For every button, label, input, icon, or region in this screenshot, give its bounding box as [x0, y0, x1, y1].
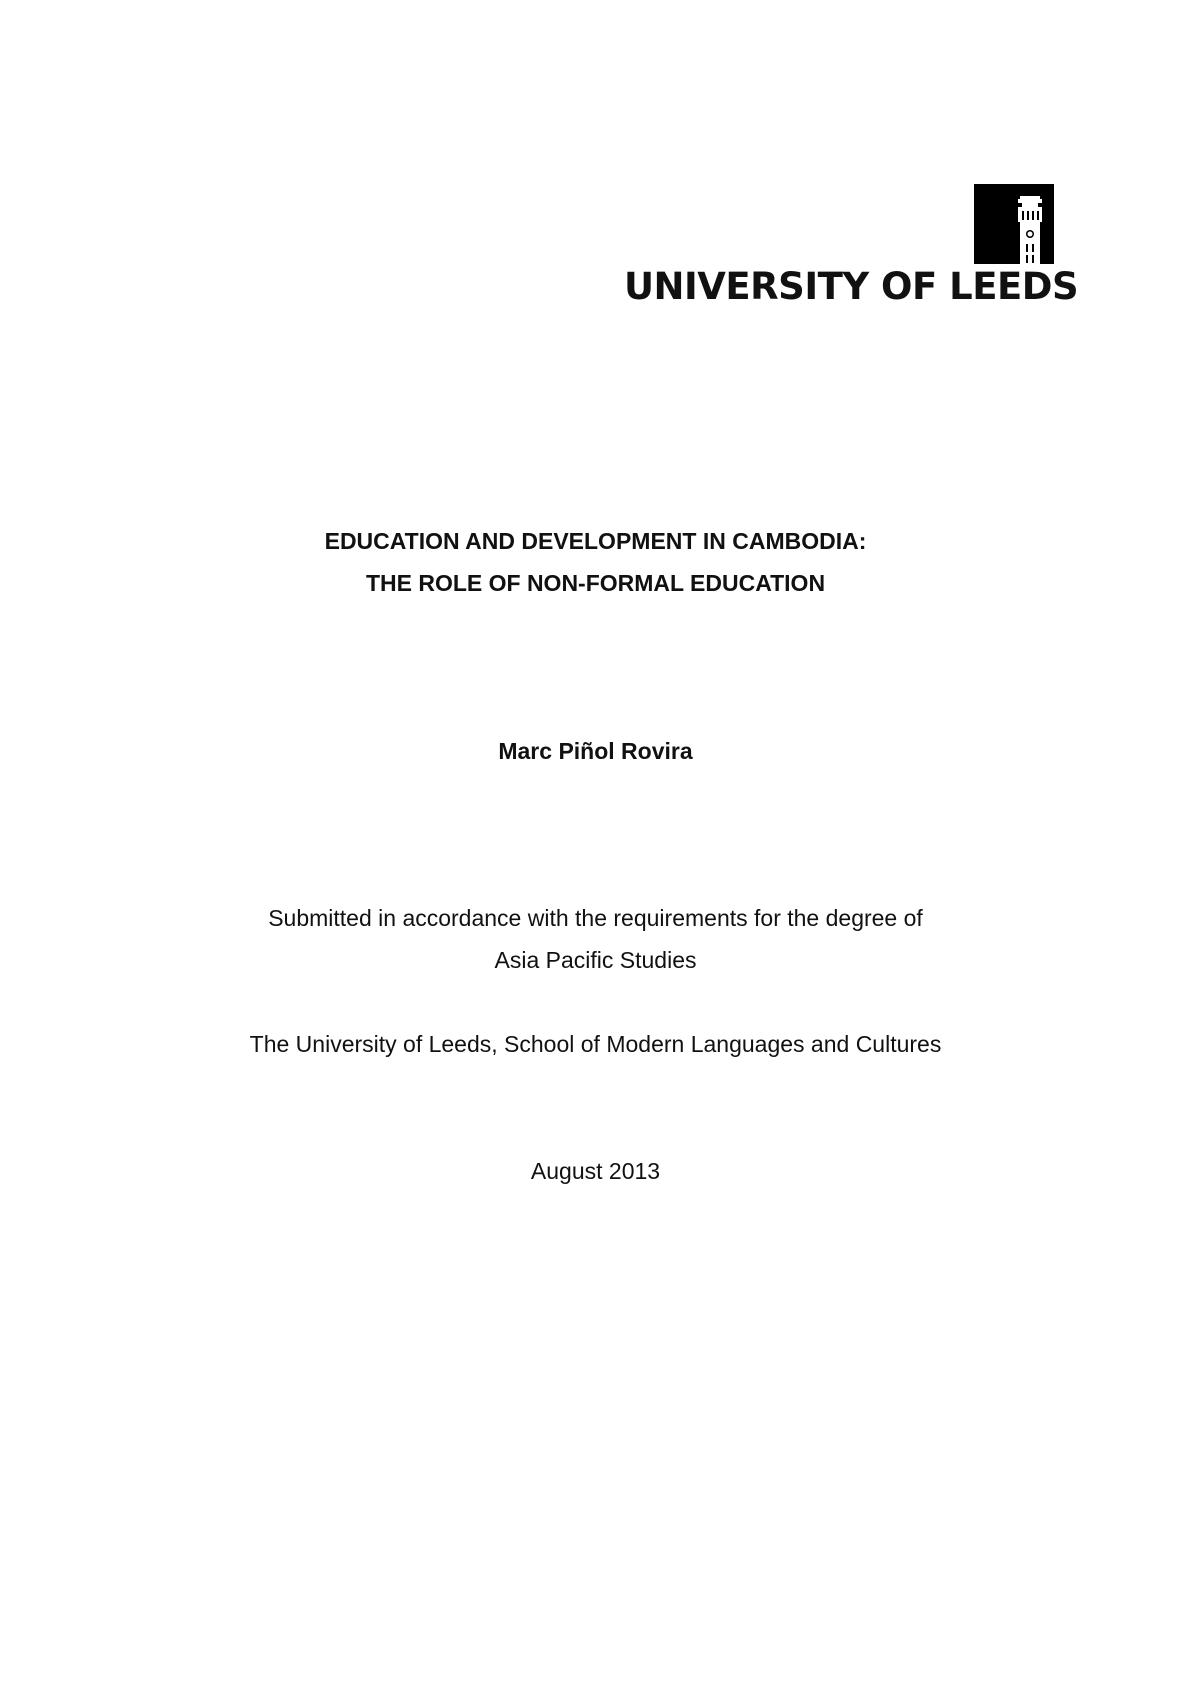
- university-tower-icon: [974, 184, 1054, 264]
- university-wordmark: UNIVERSITY OF LEEDS: [624, 265, 1079, 308]
- thesis-title-line-1: EDUCATION AND DEVELOPMENT IN CAMBODIA:: [324, 528, 867, 554]
- submission-date: August 2013: [530, 1158, 661, 1184]
- submission-statement: Submitted in accordance with the requirements for the degree of: [268, 905, 923, 931]
- author-name: Marc Piñol Rovira: [498, 738, 693, 764]
- institution-line: The University of Leeds, School of Modern Languages and Cultures: [249, 1031, 942, 1057]
- thesis-title-line-2: THE ROLE OF NON-FORMAL EDUCATION: [365, 570, 826, 596]
- university-logo: [624, 184, 1079, 309]
- degree-name: Asia Pacific Studies: [494, 947, 697, 973]
